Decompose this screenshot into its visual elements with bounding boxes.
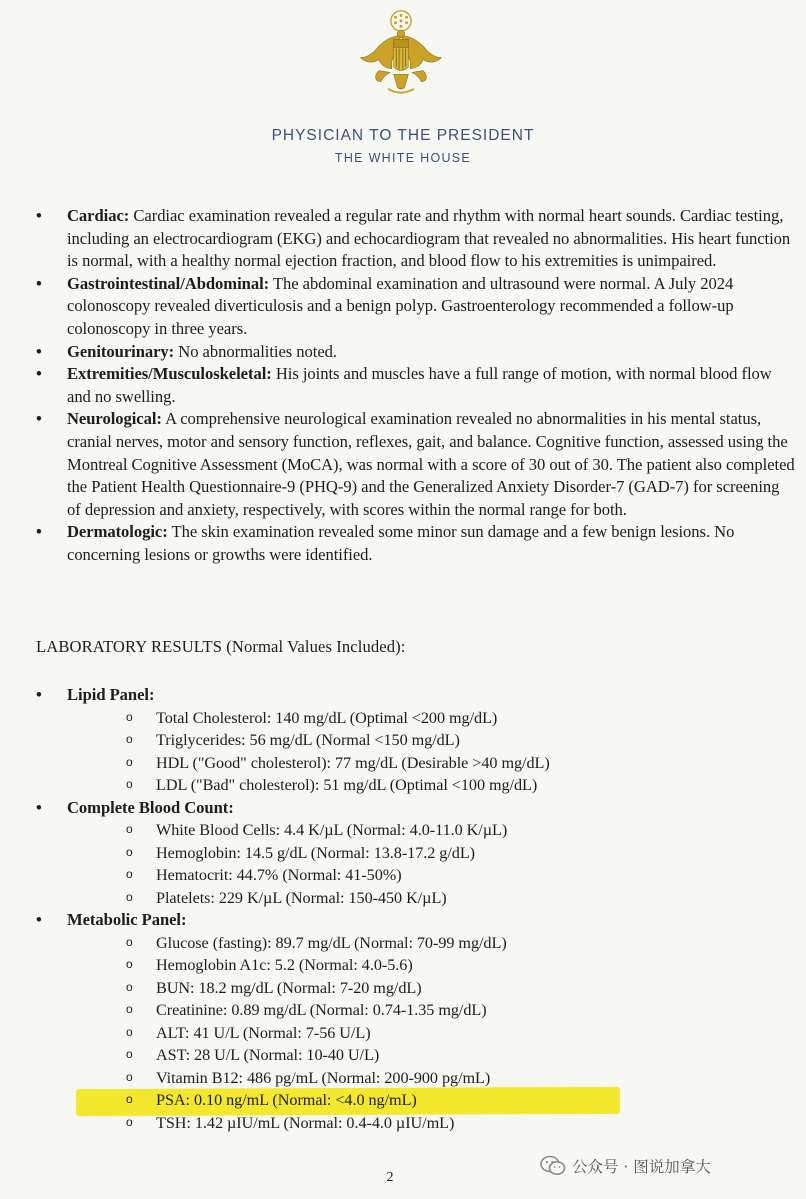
watermark-text: 公众号 · 图说加拿大 bbox=[572, 1158, 711, 1176]
exam-heading: Cardiac: bbox=[67, 206, 130, 225]
exam-heading: Gastrointestinal/Abdominal: bbox=[67, 273, 270, 293]
lab-item: o AST: 28 U/L (Normal: 10-40 U/L) bbox=[67, 1044, 796, 1067]
lab-panel-lipid bbox=[36, 684, 796, 797]
exam-heading: Neurological: bbox=[67, 409, 162, 429]
lab-item: o ALT: 41 U/L (Normal: 7-56 U/L) bbox=[67, 1022, 796, 1045]
exam-text: The abdominal examination and ultrasound were normal. A July 2024 colonoscopy revealed diverticulosis and a benign polyp. Gastroenterology recommended a follow-up colonoscopy in three years. bbox=[67, 273, 734, 338]
exam-item-cardiac bbox=[36, 205, 796, 273]
lab-item: o Hemoglobin A1c: 5.2 (Normal: 4.0-5.6) bbox=[67, 954, 796, 977]
exam-heading: Genitourinary: bbox=[67, 341, 175, 361]
lab-panel-cbc bbox=[36, 797, 796, 910]
watermark bbox=[540, 1153, 711, 1179]
lab-panel-heading: Complete Blood Count: bbox=[67, 797, 234, 817]
lab-item: o Platelets: 229 K/µL (Normal: 150-450 K/µL) bbox=[67, 887, 796, 910]
presidential-seal-icon bbox=[355, 8, 447, 100]
exam-text: No abnormalities noted. bbox=[174, 341, 338, 361]
exam-findings-list bbox=[36, 205, 796, 567]
lab-item: o Vitamin B12: 486 pg/mL (Normal: 200-900 pg/mL) bbox=[67, 1067, 796, 1090]
lab-panels-list bbox=[36, 684, 796, 1134]
lab-item: o Hematocrit: 44.7% (Normal: 41-50%) bbox=[67, 864, 796, 887]
lab-item: o White Blood Cells: 4.4 K/µL (Normal: 4.0-11.0 K/µL) bbox=[67, 819, 796, 842]
lab-item: o LDL ("Bad" cholesterol): 51 mg/dL (Optimal <100 mg/dL) bbox=[67, 774, 796, 797]
lab-item: o Total Cholesterol: 140 mg/dL (Optimal <200 mg/dL) bbox=[67, 707, 796, 730]
exam-item-neurological bbox=[36, 408, 796, 521]
exam-text: A comprehensive neurological examination revealed no abnormalities in his mental status, cranial nerves, motor and sensory function, reflexes, gait, and balance. Cognitive function, assessed using the Montreal Cognitive Assessment (MoCA), was normal with a score of 30 out of 30. The patient also completed the Patient Health Questionnaire-9 (PHQ-9) and the Generalized Anxiety Disorder-7 (GAD-7) for screening of depression and anxiety, respectively, with scores within the normal range for both. bbox=[67, 409, 795, 519]
exam-text: The skin examination revealed some minor sun damage and a few benign lesions. No concerning lesions or growths were identified. bbox=[67, 522, 735, 564]
lab-item: o Creatinine: 0.89 mg/dL (Normal: 0.74-1.35 mg/dL) bbox=[67, 999, 796, 1022]
lab-panel-metabolic bbox=[36, 909, 796, 1134]
letterhead-institution: THE WHITE HOUSE bbox=[334, 151, 472, 165]
lab-item: o TSH: 1.42 µIU/mL (Normal: 0.4-4.0 µIU/mL) bbox=[67, 1112, 796, 1135]
exam-text: Cardiac examination revealed a regular rate and rhythm with normal heart sounds. Cardiac testing, including an electrocardiogram (EKG) and echocardiogram that revealed no abnormalities. His heart function is normal, with a healthy normal ejection fraction, and blood flow to his extremities is unimpaired. bbox=[67, 206, 791, 271]
exam-heading: Extremities/Musculoskeletal: bbox=[67, 364, 272, 384]
lab-item: o Hemoglobin: 14.5 g/dL (Normal: 13.8-17.2 g/dL) bbox=[67, 842, 796, 865]
lab-results-title: LABORATORY RESULTS (Normal Values Included): bbox=[36, 637, 406, 656]
exam-heading: Dermatologic: bbox=[67, 522, 168, 542]
wechat-icon bbox=[540, 1155, 566, 1177]
letterhead-office: PHYSICIAN TO THE PRESIDENT bbox=[271, 127, 535, 144]
lab-item: o BUN: 18.2 mg/dL (Normal: 7-20 mg/dL) bbox=[67, 977, 796, 1000]
exam-item-musculoskeletal bbox=[36, 363, 796, 408]
exam-text: His joints and muscles have a full range of motion, with normal blood flow and no swelling. bbox=[67, 364, 772, 406]
exam-item-dermatologic bbox=[36, 521, 796, 566]
lab-panel-heading: Metabolic Panel: bbox=[67, 910, 187, 930]
lab-item: o Triglycerides: 56 mg/dL (Normal <150 mg/dL) bbox=[67, 729, 796, 752]
lab-item: o HDL ("Good" cholesterol): 77 mg/dL (Desirable >40 mg/dL) bbox=[67, 752, 796, 775]
exam-item-genitourinary bbox=[36, 341, 796, 364]
exam-item-gastrointestinal bbox=[36, 273, 796, 341]
lab-panel-heading: Lipid Panel: bbox=[67, 685, 155, 704]
lab-item-psa: o PSA: 0.10 ng/mL (Normal: <4.0 ng/mL) bbox=[67, 1089, 796, 1112]
lab-item: o Glucose (fasting): 89.7 mg/dL (Normal: 70-99 mg/dL) bbox=[67, 932, 796, 955]
page-number: 2 bbox=[386, 1170, 394, 1185]
